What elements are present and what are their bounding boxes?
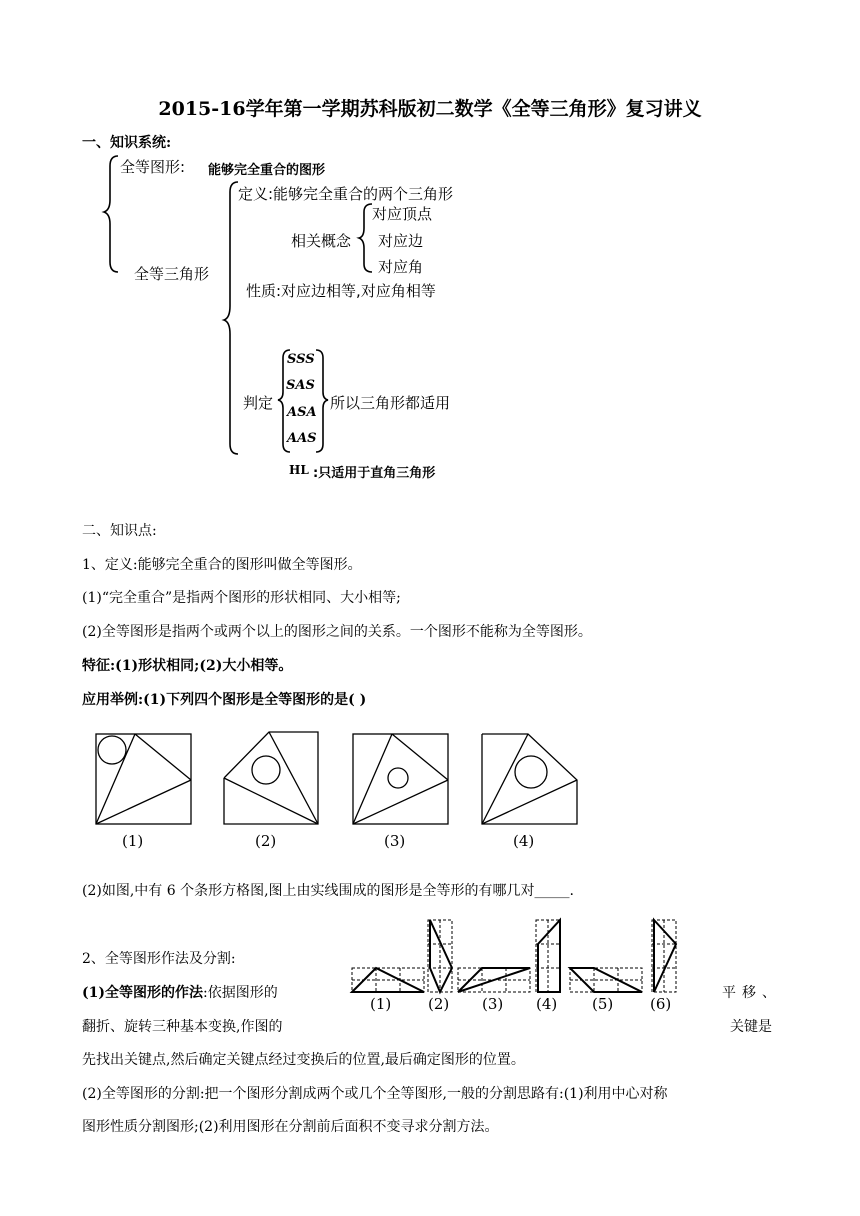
example-text: (1)下列四个图形是全等图形的是( ) (143, 692, 367, 708)
brace-main (104, 156, 118, 272)
figure-caption-3: (3) (384, 832, 406, 850)
page-title: 2015-16学年第一学期苏科版初二数学《全等三角形》复习讲义 (158, 98, 702, 120)
feature-line (82, 655, 292, 675)
figure-caption-1: (1) (122, 832, 144, 850)
criteria-note: 所以三角形都适用 (330, 394, 451, 412)
example-label: 应用举例: (82, 692, 144, 708)
tree-judge-label: 判定 (243, 394, 274, 412)
strip-caption-4: (4) (536, 995, 558, 1013)
tree-property: 性质:对应边相等,对应角相等 (246, 282, 436, 300)
criteria-hl: HL (289, 463, 309, 477)
section1-heading: 一、知识系统: (82, 135, 172, 151)
criteria-sss: SSS (287, 352, 315, 367)
strip-shape-4 (538, 920, 560, 992)
strip-caption-3: (3) (482, 995, 504, 1013)
tree-concept-side: 对应边 (378, 232, 424, 250)
method-label: (1)全等图形的作法 (82, 985, 203, 1001)
strip-caption-6: (6) (650, 995, 672, 1013)
method-text-b: 平移、 (722, 985, 782, 1001)
question-2: (2)如图,中有 6 个条形方格图,图上由实线围成的图形是全等形的有哪几对_____. (82, 883, 574, 899)
tree-concept-angle: 对应角 (378, 258, 424, 276)
method-line-1a (82, 982, 278, 1002)
figure-4 (482, 734, 577, 824)
tree-congruent-triangle: 全等三角形 (134, 265, 210, 283)
figure-3 (353, 734, 448, 824)
feature-label: 特征: (82, 658, 116, 674)
tree-concept-vertex: 对应顶点 (372, 205, 433, 223)
section2-heading: 二、知识点: (82, 523, 157, 539)
strip-shape-2 (430, 920, 452, 992)
strip-shape-6 (654, 920, 676, 992)
strip-caption-1: (1) (370, 995, 392, 1013)
brace-concepts (359, 204, 372, 272)
criteria-hl-note: :只适用于直角三角形 (313, 466, 436, 481)
division-line-2: 图形性质分割图形;(2)利用图形在分割前后面积不变寻求分割方法。 (82, 1119, 499, 1135)
method-text-e: 先找出关键点,然后确定关键点经过变换后的位置,最后确定图形的位置。 (82, 1052, 525, 1068)
tree-congruent-figure: 全等图形: (120, 158, 186, 176)
definition-paragraph: 1、定义:能够完全重合的图形叫做全等图形。 (82, 557, 362, 573)
figure-1 (96, 734, 191, 824)
method-text-a: :依据图形的 (203, 985, 278, 1001)
criteria-sas: SAS (286, 378, 315, 393)
figure-2 (224, 732, 318, 824)
tree-braces (0, 0, 860, 520)
division-line-1: (2)全等图形的分割:把一个图形分割成两个或几个全等图形,一般的分割思路有:(1)利用中心对称 (82, 1086, 668, 1102)
method-text-d: 关键是 (730, 1019, 772, 1035)
strip-caption-2: (2) (428, 995, 450, 1013)
tree-definition: 定义:能够完全重合的两个三角形 (238, 185, 454, 203)
congruence-figures (0, 728, 860, 848)
definition-note-1: (1)“完全重合”是指两个图形的形状相同、大小相等; (82, 590, 401, 606)
tree-congruent-figure-def: 能够完全重合的图形 (208, 163, 326, 178)
tree-concept-label: 相关概念 (291, 232, 352, 250)
example-line (82, 689, 366, 709)
method-text-c: 翻折、旋转三种基本变换,作图的 (82, 1019, 283, 1035)
definition-note-2: (2)全等图形是指两个或两个以上的图形之间的关系。一个图形不能称为全等图形。 (82, 624, 592, 640)
figure-caption-2: (2) (255, 832, 277, 850)
criteria-aas: AAS (287, 431, 317, 446)
brace-criteria-right (316, 350, 328, 452)
criteria-asa: ASA (287, 405, 317, 420)
figure-caption-4: (4) (513, 832, 535, 850)
feature-text: (1)形状相同;(2)大小相等。 (115, 658, 293, 674)
section2-part2-heading: 2、全等图形作法及分割: (82, 951, 236, 967)
brace-triangle (224, 182, 238, 454)
strip-caption-5: (5) (592, 995, 614, 1013)
